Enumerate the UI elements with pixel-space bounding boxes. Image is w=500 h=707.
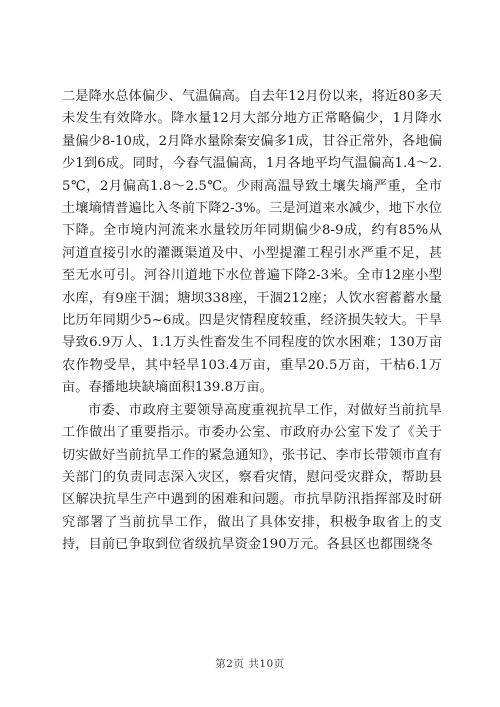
page-number-footer: 第2页 共10页 [215, 658, 285, 670]
document-body [62, 86, 442, 557]
paragraph-drought-situation: 二是降水总体偏少、气温偏高。自去年12月份以来，将近80多天未发生有效降水。降水量12月大部分地方正常略偏少，1月降水量偏少8-10成，2月降水量除秦安偏多1成，甘谷正常外，各地偏少1到6成。同时，今春气温偏高，1月各地平均气温偏高1.4～2.5℃，2月偏高1.8～2.5℃。少雨高温导致土壤失墒严重，全市土壤墒情普遍比入冬前下降2-3%。三是河道来水减少，地下水位下降。全市境内河流来水量较历年同期偏少8-9成，约有85%从河道直接引水的灌溉渠道及中、小型提灌工程引水严重不足，甚至无水可引。河谷川道地下水位普遍下降2-3米。全市12座小型水库，有9座干涸；塘坝338座，干涸212座；人饮水窖蓄蓄水量比历年同期少5~6成。四是灾情程度较重，经济损失较大。干旱导致6.9万人、1.1万头性畜发生不同程度的饮水困难；130万亩农作物受旱，其中轻旱103.4万亩，重旱20.5万亩，干枯6.1万亩。春播地块缺墒面积139.8万亩。 [62, 89, 442, 396]
paragraph-government-response: 市委、市政府主要领导高度重视抗旱工作，对做好当前抗旱工作做出了重要指示。市委办公室、市政府办公室下发了《关于切实做好当前抗旱工作的紧急通知》，张书记、李市长带领市直有关部门的负责同志深入灾区，察看灾情，慰问受灾群众，帮助县区解决抗旱生产中遇到的困难和问题。市抗旱防汛指挥部及时研究部署了当前抗旱工作，做出了具体安排，积极争取省上的支持，目前已争取到位省级抗旱资金190万元。各县区也都围绕冬 [62, 402, 442, 553]
